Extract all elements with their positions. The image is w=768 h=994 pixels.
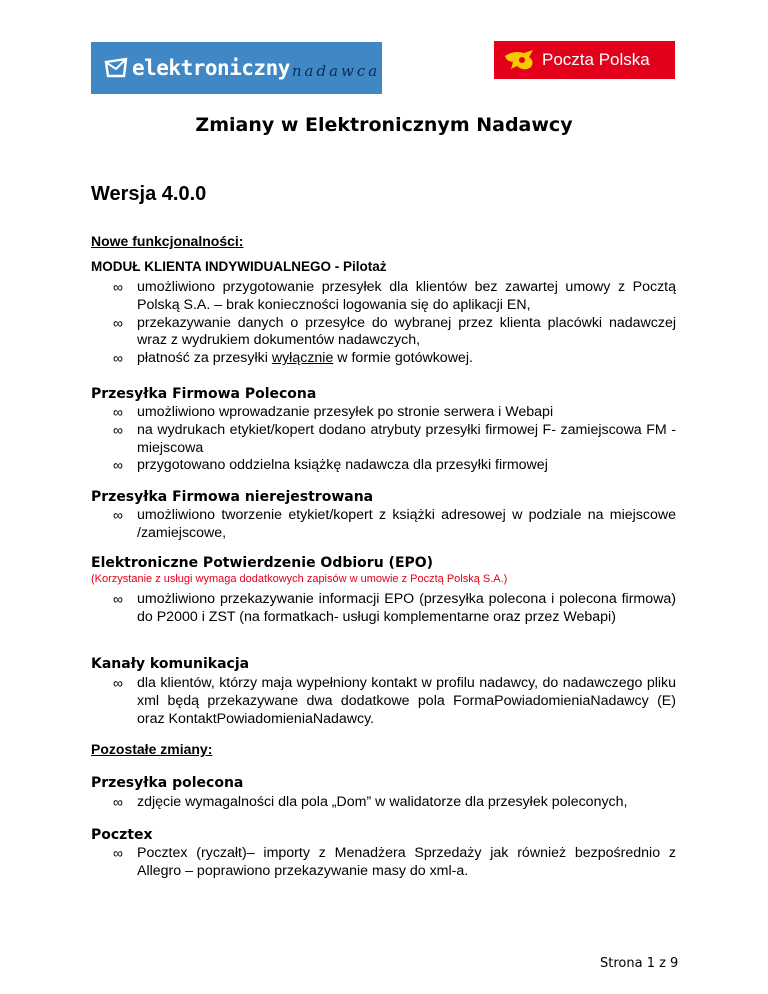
other-changes-heading: Pozostałe zmiany: [91,741,213,757]
pocztex-heading: Pocztex [91,827,153,843]
registered-heading: Przesyłka polecona [91,775,244,791]
epo-heading: Elektroniczne Potwierdzenie Odbioru (EPO) [91,555,434,571]
firm-unregistered-heading: Przesyłka Firmowa nierejestrowana [91,489,374,505]
list-item: ∞ dla klientów, którzy maja wypełniony kontakt w profilu nadawcy, do nadawczego pliku xml będą przekazywane dwa dodatkowe pola FormaPowiadomieniaNadawcy (E) oraz KontaktPowiadomieniaNadawcy. [113,675,676,727]
individual-client-heading: MODUŁ KLIENTA INDYWIDUALNEGO - Pilotaż [91,259,387,274]
list-item: ∞ płatność za przesyłki wyłącznie w formie gotówkowej. [113,350,473,367]
epo-note: (Korzystanie z usługi wymaga dodatkowych zapisów w umowie z Pocztą Polską S.A.) [91,573,508,585]
bullet-icon: ∞ [113,591,123,607]
elektroniczny-nadawca-logo [91,42,382,94]
bullet-icon: ∞ [113,279,123,295]
bullet-icon: ∞ [113,421,123,438]
bullet-icon: ∞ [113,675,123,691]
firm-registered-list [113,404,676,475]
bullet-icon: ∞ [113,794,123,810]
firm-registered-heading: Przesyłka Firmowa Polecona [91,386,317,402]
bullet-icon: ∞ [113,350,123,367]
bullet-icon: ∞ [113,507,123,523]
list-item: ∞ Pocztex (ryczałt)– importy z Menadżera Sprzedaży jak również bezpośrednio z Allegro – poprawiono przekazywanie masy do xml-a. [113,845,676,879]
poczta-polska-wordmark: Poczta Polska [542,50,650,69]
list-item: ∞ umożliwiono wprowadzanie przesyłek po stronie serwera i Webapi [113,404,554,420]
version-heading: Wersja 4.0.0 [91,183,207,205]
list-item: ∞ przygotowano oddzielna książkę nadawcza dla przesyłki firmowej [113,457,548,474]
pocztex-list [113,845,676,881]
bullet-icon: ∞ [113,314,123,331]
logo-text-primary: elektroniczny [132,56,290,80]
poczta-polska-logo [494,41,675,79]
channels-list [113,675,676,728]
list-item: ∞ umożliwiono tworzenie etykiet/kopert z książki adresowej w podziale na miejscowe /zamiejscowe, [113,507,676,541]
new-features-heading: Nowe funkcjonalności: [91,233,244,249]
list-item: ∞ umożliwiono przygotowanie przesyłek dla klientów bez zawartej umowy z Pocztą Polską S.A. – brak konieczności logowania się do aplikacji EN, [113,279,676,313]
firm-unregistered-list [113,507,676,543]
list-item: ∞ umożliwiono przekazywanie informacji EPO (przesyłka polecona i polecona firmowa) do P2000 i ZST (na formatkach- usługi komplementarne oraz przez Webapi) [113,591,676,625]
registered-list [113,794,676,812]
epo-list [113,591,676,627]
page-number: Strona 1 z 9 [600,956,679,971]
list-item: ∞ przekazywanie danych o przesyłce do wybranej przez klienta placówki nadawczej wraz z wydrukiem dokumentów nadawczych, [113,314,676,349]
list-item: ∞ zdjęcie wymagalności dla pola „Dom” w walidatorze dla przesyłek poleconych, [113,794,628,810]
channels-heading: Kanały komunikacja [91,656,250,672]
bullet-icon: ∞ [113,457,123,474]
document-title: Zmiany w Elektronicznym Nadawcy [195,114,573,136]
list-item: ∞ na wydrukach etykiet/kopert dodano atrybuty przesyłki firmowej F- zamiejscowa FM - miejscowa [113,421,676,456]
envelope-logo-icon [104,57,128,79]
individual-client-list [113,279,676,368]
post-horn-logo-icon [502,47,538,73]
bullet-icon: ∞ [113,845,123,861]
bullet-icon: ∞ [113,404,123,420]
underlined-text: wyłącznie [271,350,334,367]
logo-text-secondary: nadawca [291,62,381,80]
